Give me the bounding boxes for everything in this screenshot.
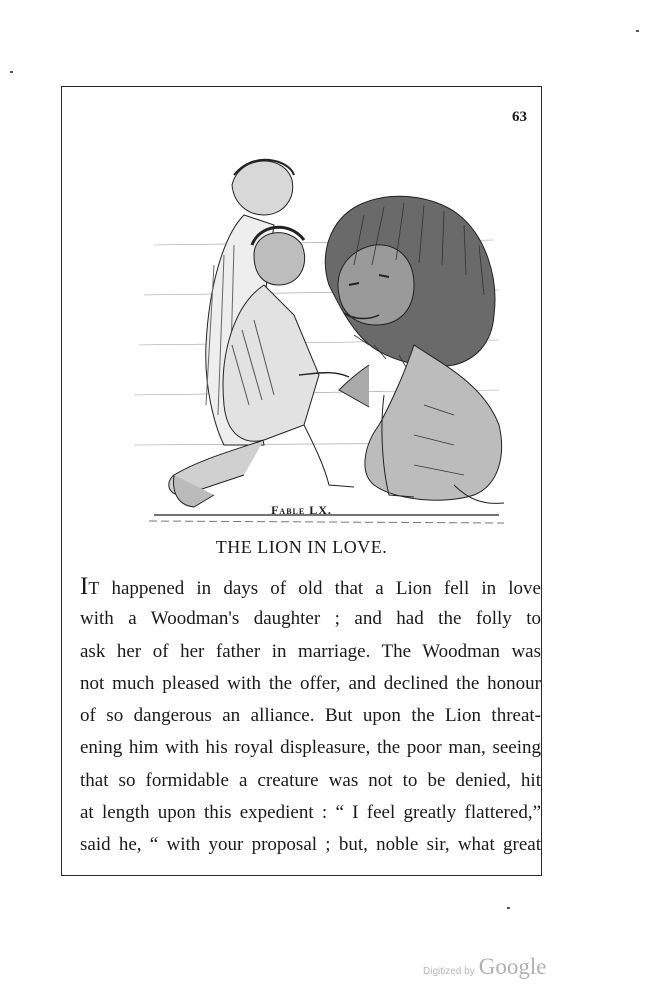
lion-engraving-illustration [114, 145, 509, 540]
scan-speck [10, 71, 13, 73]
scan-speck [636, 30, 639, 32]
body-line: of so dangerous an alliance. But upon the Lion threat- [80, 705, 541, 727]
google-logo: Google [478, 954, 547, 979]
fable-number-label: Fable LX. [271, 503, 332, 517]
watermark-digitized-text: Digitized by [423, 966, 475, 977]
scan-speck [507, 907, 510, 909]
body-line: that so formidable a creature was not to be denied, hit [80, 769, 541, 791]
body-line: It happened in days of old that a Lion fell in love [80, 573, 541, 600]
google-digitized-watermark [423, 954, 583, 984]
body-line: at length upon this expedient : “ I feel greatly flattered,” [80, 802, 541, 824]
fable-body-text [80, 571, 541, 862]
page-number: 63 [512, 109, 527, 125]
body-line: not much pleased with the offer, and declined the honour [80, 672, 541, 694]
drop-cap: It [80, 573, 100, 600]
body-line: ening him with his royal displeasure, the poor man, seeing [80, 737, 541, 759]
fable-title: THE LION IN LOVE. [215, 537, 388, 557]
page-frame [61, 86, 542, 876]
body-line: with a Woodman's daughter ; and had the folly to [80, 608, 541, 630]
body-line: ask her of her father in marriage. The Woodman was [80, 640, 541, 662]
body-line: said he, “ with your proposal ; but, noble sir, what great [80, 834, 541, 856]
